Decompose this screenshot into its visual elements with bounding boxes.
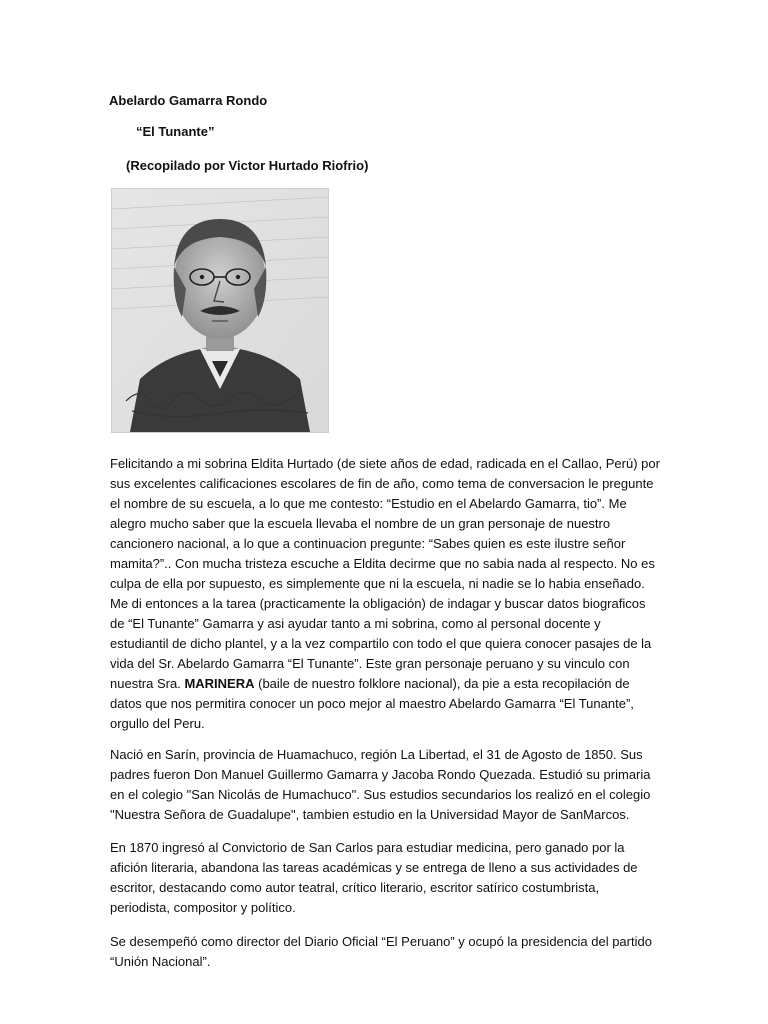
document-subtitle-nickname: “El Tunante” bbox=[136, 124, 215, 139]
portrait-image bbox=[111, 188, 329, 433]
paragraph-public-roles-text: Se desempeñó como director del Diario Oficial “El Peruano” y ocupó la presidencia del partido “Unión Nacional”. bbox=[110, 934, 652, 969]
paragraph-birth-education bbox=[110, 745, 662, 825]
paragraph-career-text: En 1870 ingresó al Convictorio de San Carlos para estudiar medicina, pero ganado por la afición literaria, abandona las tareas académicas y se entrega de lleno a sus actividades de escritor, destacando como autor teatral, crítico literario, escritor satírico costumbrista, periodista, compositor y político. bbox=[110, 840, 638, 915]
paragraph-birth-education-text: Nació en Sarín, provincia de Huamachuco, región La Libertad, el 31 de Agosto de 1850. Sus padres fueron Don Manuel Guillermo Gamarra y Jacoba Rondo Quezada. Estudió su primaria en el colegio "San Nicolás de Humachuco". Sus estudios secundarios los realizó en el colegio "Nuestra Señora de Guadalupe", tambien estudio en la Universidad Mayor de SanMarcos. bbox=[110, 747, 651, 822]
paragraph-intro bbox=[110, 454, 662, 734]
paragraph-intro-text-end: (baile de nuestro folklore nacional), da pie a esta recopilación de datos que nos permitira conocer un poco mejor al maestro Abelardo Gamarra “El Tunante”, orgullo del Peru. bbox=[110, 676, 634, 731]
paragraph-public-roles bbox=[110, 932, 662, 972]
document-compiler-credit: (Recopilado por Victor Hurtado Riofrio) bbox=[126, 158, 369, 173]
marinera-emphasis: MARINERA bbox=[184, 676, 255, 691]
paragraph-career bbox=[110, 838, 662, 918]
paragraph-intro-text-start: Felicitando a mi sobrina Eldita Hurtado (de siete años de edad, radicada en el Callao, Perú) por sus excelentes calificaciones escolares de fin de año, como tema de conversacion le pregunte el nombre de su escuela, a lo que me contesto: “Estudio en el Abelardo Gamarra, tio”. Me alegro mucho saber que la escuela llevaba el nombre de un gran personaje de nuestro cancionero nacional, a lo que a continuacion pregunte: “Sabes quien es este ilustre señor mamita?”.. Con mucha tristeza escuche a Eldita decirme que no sabia nada al respecto. No es culpa de ella por supuesto, es simplemente que ni la escuela, ni nadie se lo habia enseñado. Me di entonces a la tarea (practicamente la obligación) de indagar y buscar datos biograficos de “El Tunante” Gamarra y asi ayudar tanto a mi sobrina, como al personal docente y estudiantil de dicho plantel, y a la vez compartilo con todo el que quiera conocer pasajes de la vida del Sr. Abelardo Gamarra “El Tunante”. Este gran personaje peruano y su vinculo con nuestra Sra. bbox=[110, 456, 660, 691]
document-title: Abelardo Gamarra Rondo bbox=[109, 93, 268, 108]
